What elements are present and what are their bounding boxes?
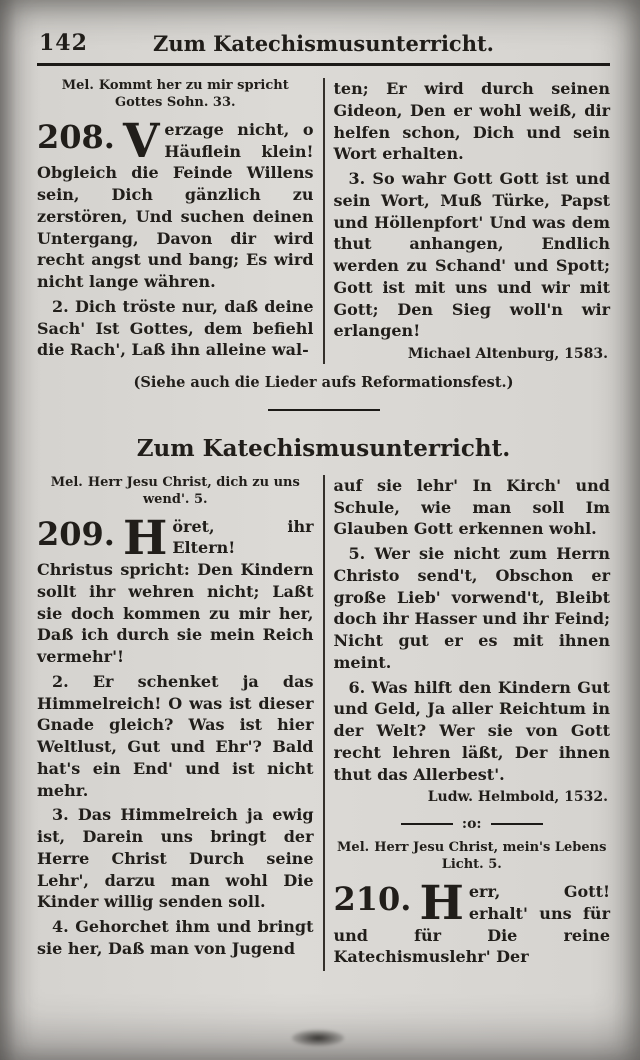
melody-label: Mel. xyxy=(50,474,83,490)
section-1 xyxy=(37,78,610,364)
hymn-209-verse-1 xyxy=(37,510,314,668)
verse-text: erzage nicht, o Häuflein klein! Obgleich die Feinde Willens sein, Dich gänzlich zu zerstören, Und suchen deinen Untergang, Davon dir wird recht angst und bang; Es wird nicht lange währen. xyxy=(37,119,314,292)
ornamental-divider xyxy=(334,817,611,831)
page-content xyxy=(37,28,610,971)
melody-text: Herr Jesu Christ, mein's Lebens Licht. 5. xyxy=(374,840,607,873)
hymn-209-verse-5: 5. Wer sie nicht zum Herrn Christo send't, Obschon er große Lieb' vorwend't, Bleibt doch ihr Hasser und ihr Feind; Nicht gut er es mit ihnen meint. xyxy=(333,544,610,672)
drop-cap-initial: H xyxy=(122,510,168,566)
section-2 xyxy=(37,475,610,971)
author-attribution-208: Michael Altenburg, 1583. xyxy=(407,346,608,362)
hymn-209-verse-4-continuation: auf sie lehr' In Kirch' und Schule, wie man soll Im Glauben Gott erkennen wohl. xyxy=(333,475,610,539)
melody-text: Kommt her zu mir spricht Gottes Sohn. 33. xyxy=(98,78,289,110)
hymn-208-verse-2: 2. Dich tröste nur, daß deine Sach' Ist Gottes, dem befiehl die Rach', Laß ihn alleine wal- xyxy=(37,296,314,360)
hymn-209-verse-4: 4. Gehorchet ihm und bringt sie her, Daß man von Jugend xyxy=(37,917,314,958)
header-rule xyxy=(37,63,610,66)
verse-text: err, Gott! erhalt' uns für und für Die reine Katechismuslehr' Der xyxy=(333,882,610,967)
verse-text: öret, ihr Eltern! Christus spricht: Den Kindern sollt ihr wehren nicht; Laßt sie doch kommen zu mir her, Daß ich durch sie mein Reich vermehr'! xyxy=(37,516,314,667)
drop-cap-initial: H xyxy=(419,876,464,932)
melody-line-209 xyxy=(37,475,314,509)
running-head-title: Zum Katechismusunterricht. xyxy=(153,31,494,56)
divider-ornament: :o: xyxy=(461,816,482,833)
melody-text: Herr Jesu Christ, dich zu uns wend'. 5. xyxy=(87,474,300,507)
section-heading: Zum Katechismusunterricht. xyxy=(136,434,511,462)
hymn-208-verse-1 xyxy=(37,113,314,293)
drop-cap-initial: V xyxy=(122,113,160,169)
hymn-209-verse-2: 2. Er schenket ja das Himmelreich! O was ist dieser Gnade gleich? Was ist hier Weltlust, Gut und Ehr'? Bald hat's ein End' und ist nicht mehr. xyxy=(37,671,314,800)
author-attribution-209: Ludw. Helmbold, 1532. xyxy=(427,789,608,806)
hymn-208-verse-3: 3. So wahr Gott Gott ist und sein Wort, Muß Türke, Papst und Höllenpfort' Und was dem thut anhangen, Endlich werden zu Schand' und Spott; Gott ist mit uns und wir mit Gott; Den Sieg woll'n wir erlangen! xyxy=(333,169,610,341)
cross-reference-note: (Siehe auch die Lieder aufs Reformationsfest.) xyxy=(133,374,514,392)
divider-line xyxy=(401,823,453,825)
melody-label: Mel. xyxy=(337,840,370,856)
divider-line xyxy=(491,823,543,825)
hymn-209-verse-3: 3. Das Himmelreich ja ewig ist, Darein uns bringt der Herre Christ Durch seine Lehr', darzu man wohl Die Kinder willig senden soll. xyxy=(37,805,314,912)
hymn-208-verse-2-continuation: ten; Er wird durch seinen Gideon, Den er wohl weiß, dir helfen schon, Dich und sein Wort erhalten. xyxy=(333,79,610,164)
page-header xyxy=(37,28,610,60)
section-1-right-column xyxy=(325,78,611,364)
scan-smudge-artifact xyxy=(292,1030,344,1046)
melody-label: Mel. xyxy=(61,78,94,93)
hymn-209-verse-6: 6. Was hilft den Kindern Gut und Geld, Ja aller Reichtum in der Welt? Wer sie von Gott recht lehren läßt, Der ihnen thut das Allerbest'. xyxy=(333,677,610,784)
melody-line-210 xyxy=(334,840,611,874)
section-1-left-column xyxy=(37,78,323,364)
section-2-left-column xyxy=(37,475,323,971)
melody-line-208 xyxy=(37,78,314,112)
hymn-number-208: 208. xyxy=(37,117,115,156)
hymn-210-verse-1 xyxy=(333,876,611,968)
section-2-right-column xyxy=(325,475,611,971)
hymn-number-210: 210. xyxy=(333,880,412,919)
section-divider-rule xyxy=(268,409,380,411)
hymn-number-209: 209. xyxy=(37,514,115,553)
page-number: 142 xyxy=(39,30,88,56)
